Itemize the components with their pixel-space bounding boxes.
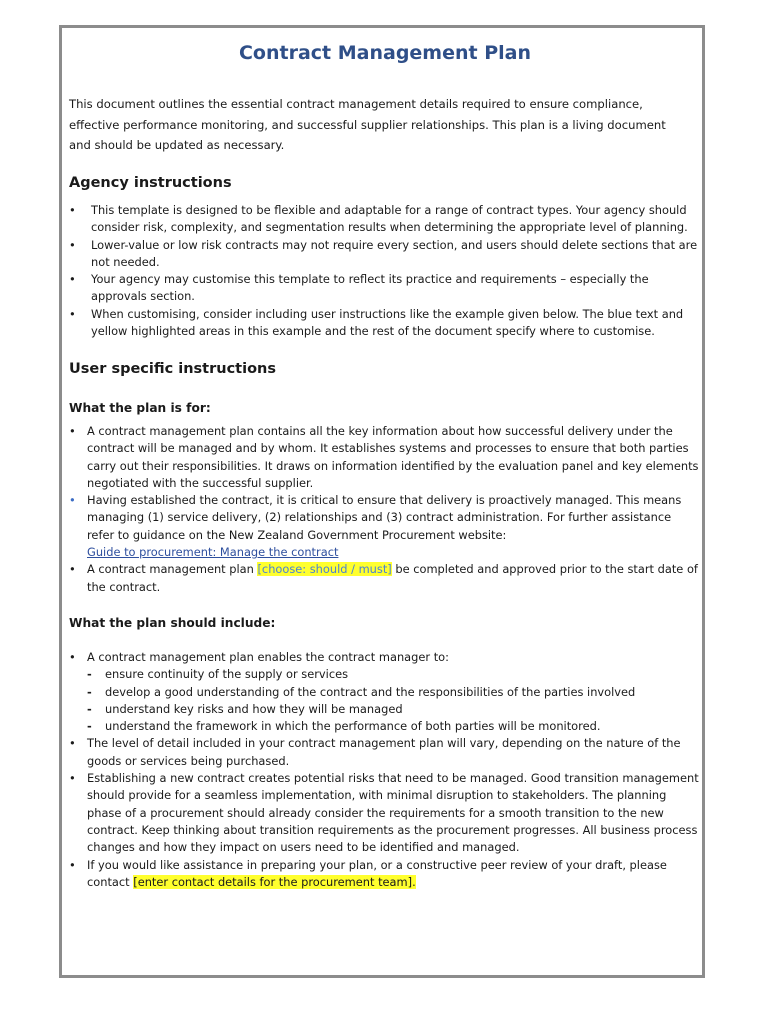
plan-for-heading: What the plan is for: — [69, 401, 211, 415]
sub-list-item: - ensure continuity of the supply or services — [87, 666, 701, 683]
agency-instructions-heading: Agency instructions — [69, 175, 232, 191]
list-item: • Establishing a new contract creates potential risks that need to be managed. Good transition management should provide for a seamless implementation, with minimal disruption to stakeholders. The planning phase of a procurement should already consider the requirements for a smooth transition to the new contract. Keep thinking about transition requirements as the procurement progresses. All business process changes and how they impact on users need to be identified and managed. — [69, 770, 701, 856]
document-title: Contract Management Plan — [238, 42, 531, 64]
sub-list-item: - understand the framework in which the performance of both parties will be monitored. — [87, 718, 701, 735]
list-item: • Lower-value or low risk contracts may not require every section, and users should delete sections that are not needed. — [69, 237, 701, 272]
sub-list-item: - understand key risks and how they will be managed — [87, 701, 701, 718]
list-item: • This template is designed to be flexible and adaptable for a range of contract types. Your agency should consider risk, complexity, and segmentation results when determining the appropriate level of planning. — [69, 202, 701, 237]
guide-to-procurement-link[interactable]: Guide to procurement: Manage the contract — [87, 545, 339, 560]
plan-include-list — [69, 649, 701, 891]
list-item — [69, 649, 701, 735]
list-item-text: A contract management plan enables the contract manager to: — [87, 650, 449, 664]
choose-placeholder-highlight: [choose: should / must] — [257, 562, 392, 577]
contact-placeholder-highlight: [enter contact details for the procurement team]. — [133, 874, 416, 889]
list-item: • A contract management plan contains all the key information about how successful delivery under the contract will be managed and by whom. It establishes systems and processes to ensure that both parties carry out their responsibilities. It draws on information identified by the evaluation panel and key elements negotiated with the successful supplier. — [69, 423, 701, 492]
sub-list — [87, 666, 701, 735]
list-item-text: If you would like assistance in preparing your plan, or a constructive peer review of your draft, please contact — [87, 857, 667, 889]
agency-instructions-list — [69, 202, 701, 340]
list-item: • When customising, consider including user instructions like the example given below. The blue text and yellow highlighted areas in this example and the rest of the document specify where to customise. — [69, 306, 701, 341]
user-instructions-heading: User specific instructions — [69, 361, 276, 377]
intro-paragraph: This document outlines the essential contract management details required to ensure compliance, effective performance monitoring, and successful supplier relationships. This plan is a living document and should be updated as necessary. — [69, 97, 666, 152]
plan-for-list — [69, 423, 701, 596]
list-item — [69, 561, 701, 596]
list-item: • Your agency may customise this template to reflect its practice and requirements – especially the approvals section. — [69, 271, 701, 306]
list-item-text: be completed and approved prior to the start date of the contract. — [87, 562, 698, 594]
list-item — [69, 857, 701, 892]
sub-list-item: - develop a good understanding of the contract and the responsibilities of the parties involved — [87, 684, 701, 701]
list-item-text: A contract management plan — [87, 562, 258, 577]
list-item-text: Having established the contract, it is critical to ensure that delivery is proactively managed. This means managing (1) service delivery, (2) relationships and (3) contract administration. For further assistance refer to guidance on the New Zealand Government Procurement website: — [87, 493, 682, 542]
plan-include-heading: What the plan should include: — [69, 616, 276, 630]
list-item: • The level of detail included in your contract management plan will vary, depending on the nature of the goods or services being purchased. — [69, 735, 701, 770]
list-item — [69, 492, 701, 561]
